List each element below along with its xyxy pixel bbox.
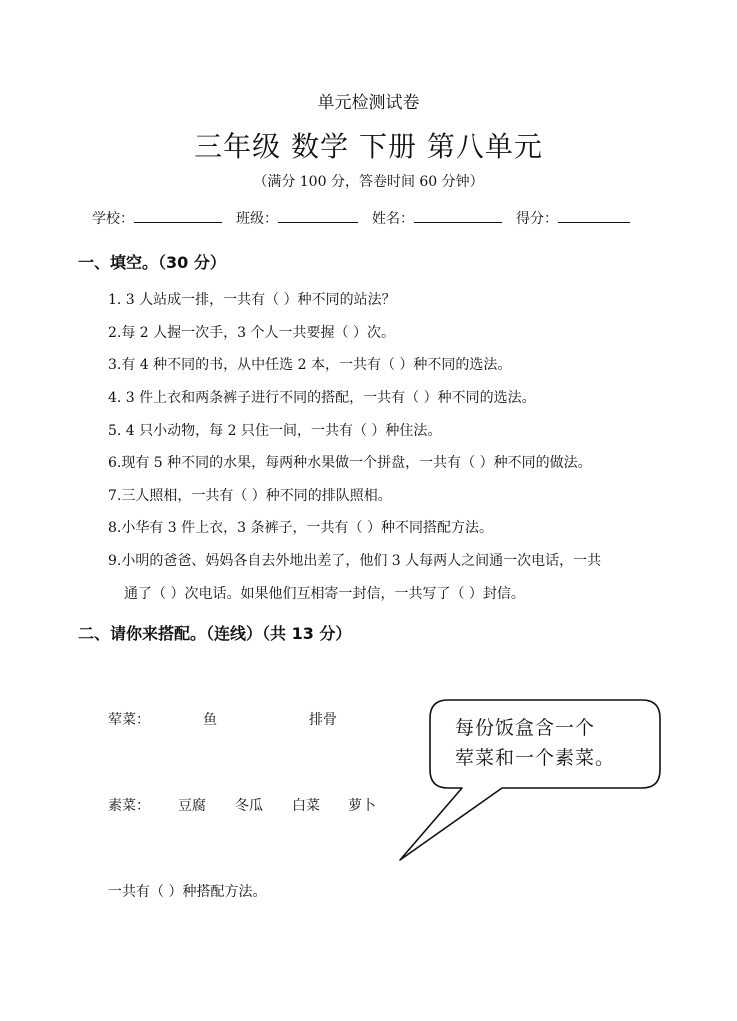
- question-5: 5. 4 只小动物，每 2 只住一间，一共有（ ）种住法。: [108, 423, 442, 439]
- section1-heading: 一、填空。（30 分）: [78, 253, 226, 272]
- meat-item-fish[interactable]: 鱼: [203, 712, 217, 728]
- meat-item-ribs[interactable]: 排骨: [309, 712, 337, 728]
- name-blank[interactable]: [414, 208, 502, 223]
- question-9-line1: 9.小明的爸爸、妈妈各自去外地出差了，他们 3 人每两人之间通一次电话，一共: [108, 553, 602, 569]
- question-6: 6.现有 5 种不同的水果，每两种水果做一个拼盘，一共有（ ）种不同的做法。: [108, 455, 592, 471]
- class-label: 班级：: [236, 211, 278, 227]
- veg-label: 素菜：: [108, 798, 150, 814]
- question-7: 7.三人照相，一共有（ ）种不同的排队照相。: [108, 488, 392, 504]
- class-field: [236, 208, 358, 228]
- school-blank[interactable]: [134, 208, 222, 223]
- score-label: 得分：: [516, 211, 558, 227]
- veg-item-radish[interactable]: 萝卜: [348, 798, 376, 814]
- meat-label: 荤菜：: [108, 712, 150, 728]
- name-field: [372, 208, 502, 228]
- question-8: 8.小华有 3 件上衣，3 条裤子，一共有（ ）种不同搭配方法。: [108, 520, 493, 536]
- question-9-line2: 通了（ ）次电话。如果他们互相寄一封信，一共写了（ ）封信。: [124, 586, 525, 602]
- question-4: 4. 3 件上衣和两条裤子进行不同的搭配，一共有（ ）种不同的选法。: [108, 390, 536, 406]
- bubble-text-line1: 每份饭盒含一个: [455, 717, 596, 739]
- veg-item-cabbage[interactable]: 白菜: [292, 798, 320, 814]
- score-time-note: （满分 100 分，答卷时间 60 分钟）: [253, 174, 484, 190]
- school-label: 学校：: [92, 211, 134, 227]
- score-blank[interactable]: [558, 208, 630, 223]
- question-2: 2.每 2 人握一次手，3 个人一共要握（ ）次。: [108, 325, 395, 341]
- school-field: [92, 208, 222, 228]
- veg-item-tofu[interactable]: 豆腐: [178, 798, 206, 814]
- paper-subtitle: 单元检测试卷: [317, 93, 420, 113]
- bubble-text-line2: 荤菜和一个素菜。: [455, 747, 616, 769]
- paper-title: 三年级 数学 下册 第八单元: [194, 130, 543, 163]
- section2-heading: 二、请你来搭配。（连线）（共 13 分）: [78, 624, 352, 643]
- name-label: 姓名：: [372, 211, 414, 227]
- veg-item-wintermelon[interactable]: 冬瓜: [235, 798, 263, 814]
- question-3: 3.有 4 种不同的书，从中任选 2 本，一共有（ ）种不同的选法。: [108, 357, 512, 373]
- class-blank[interactable]: [278, 208, 358, 223]
- total-combinations-question: 一共有（ ）种搭配方法。: [108, 884, 267, 900]
- question-1: 1. 3 人站成一排，一共有（ ）种不同的站法？: [108, 292, 396, 308]
- score-field: [516, 208, 630, 228]
